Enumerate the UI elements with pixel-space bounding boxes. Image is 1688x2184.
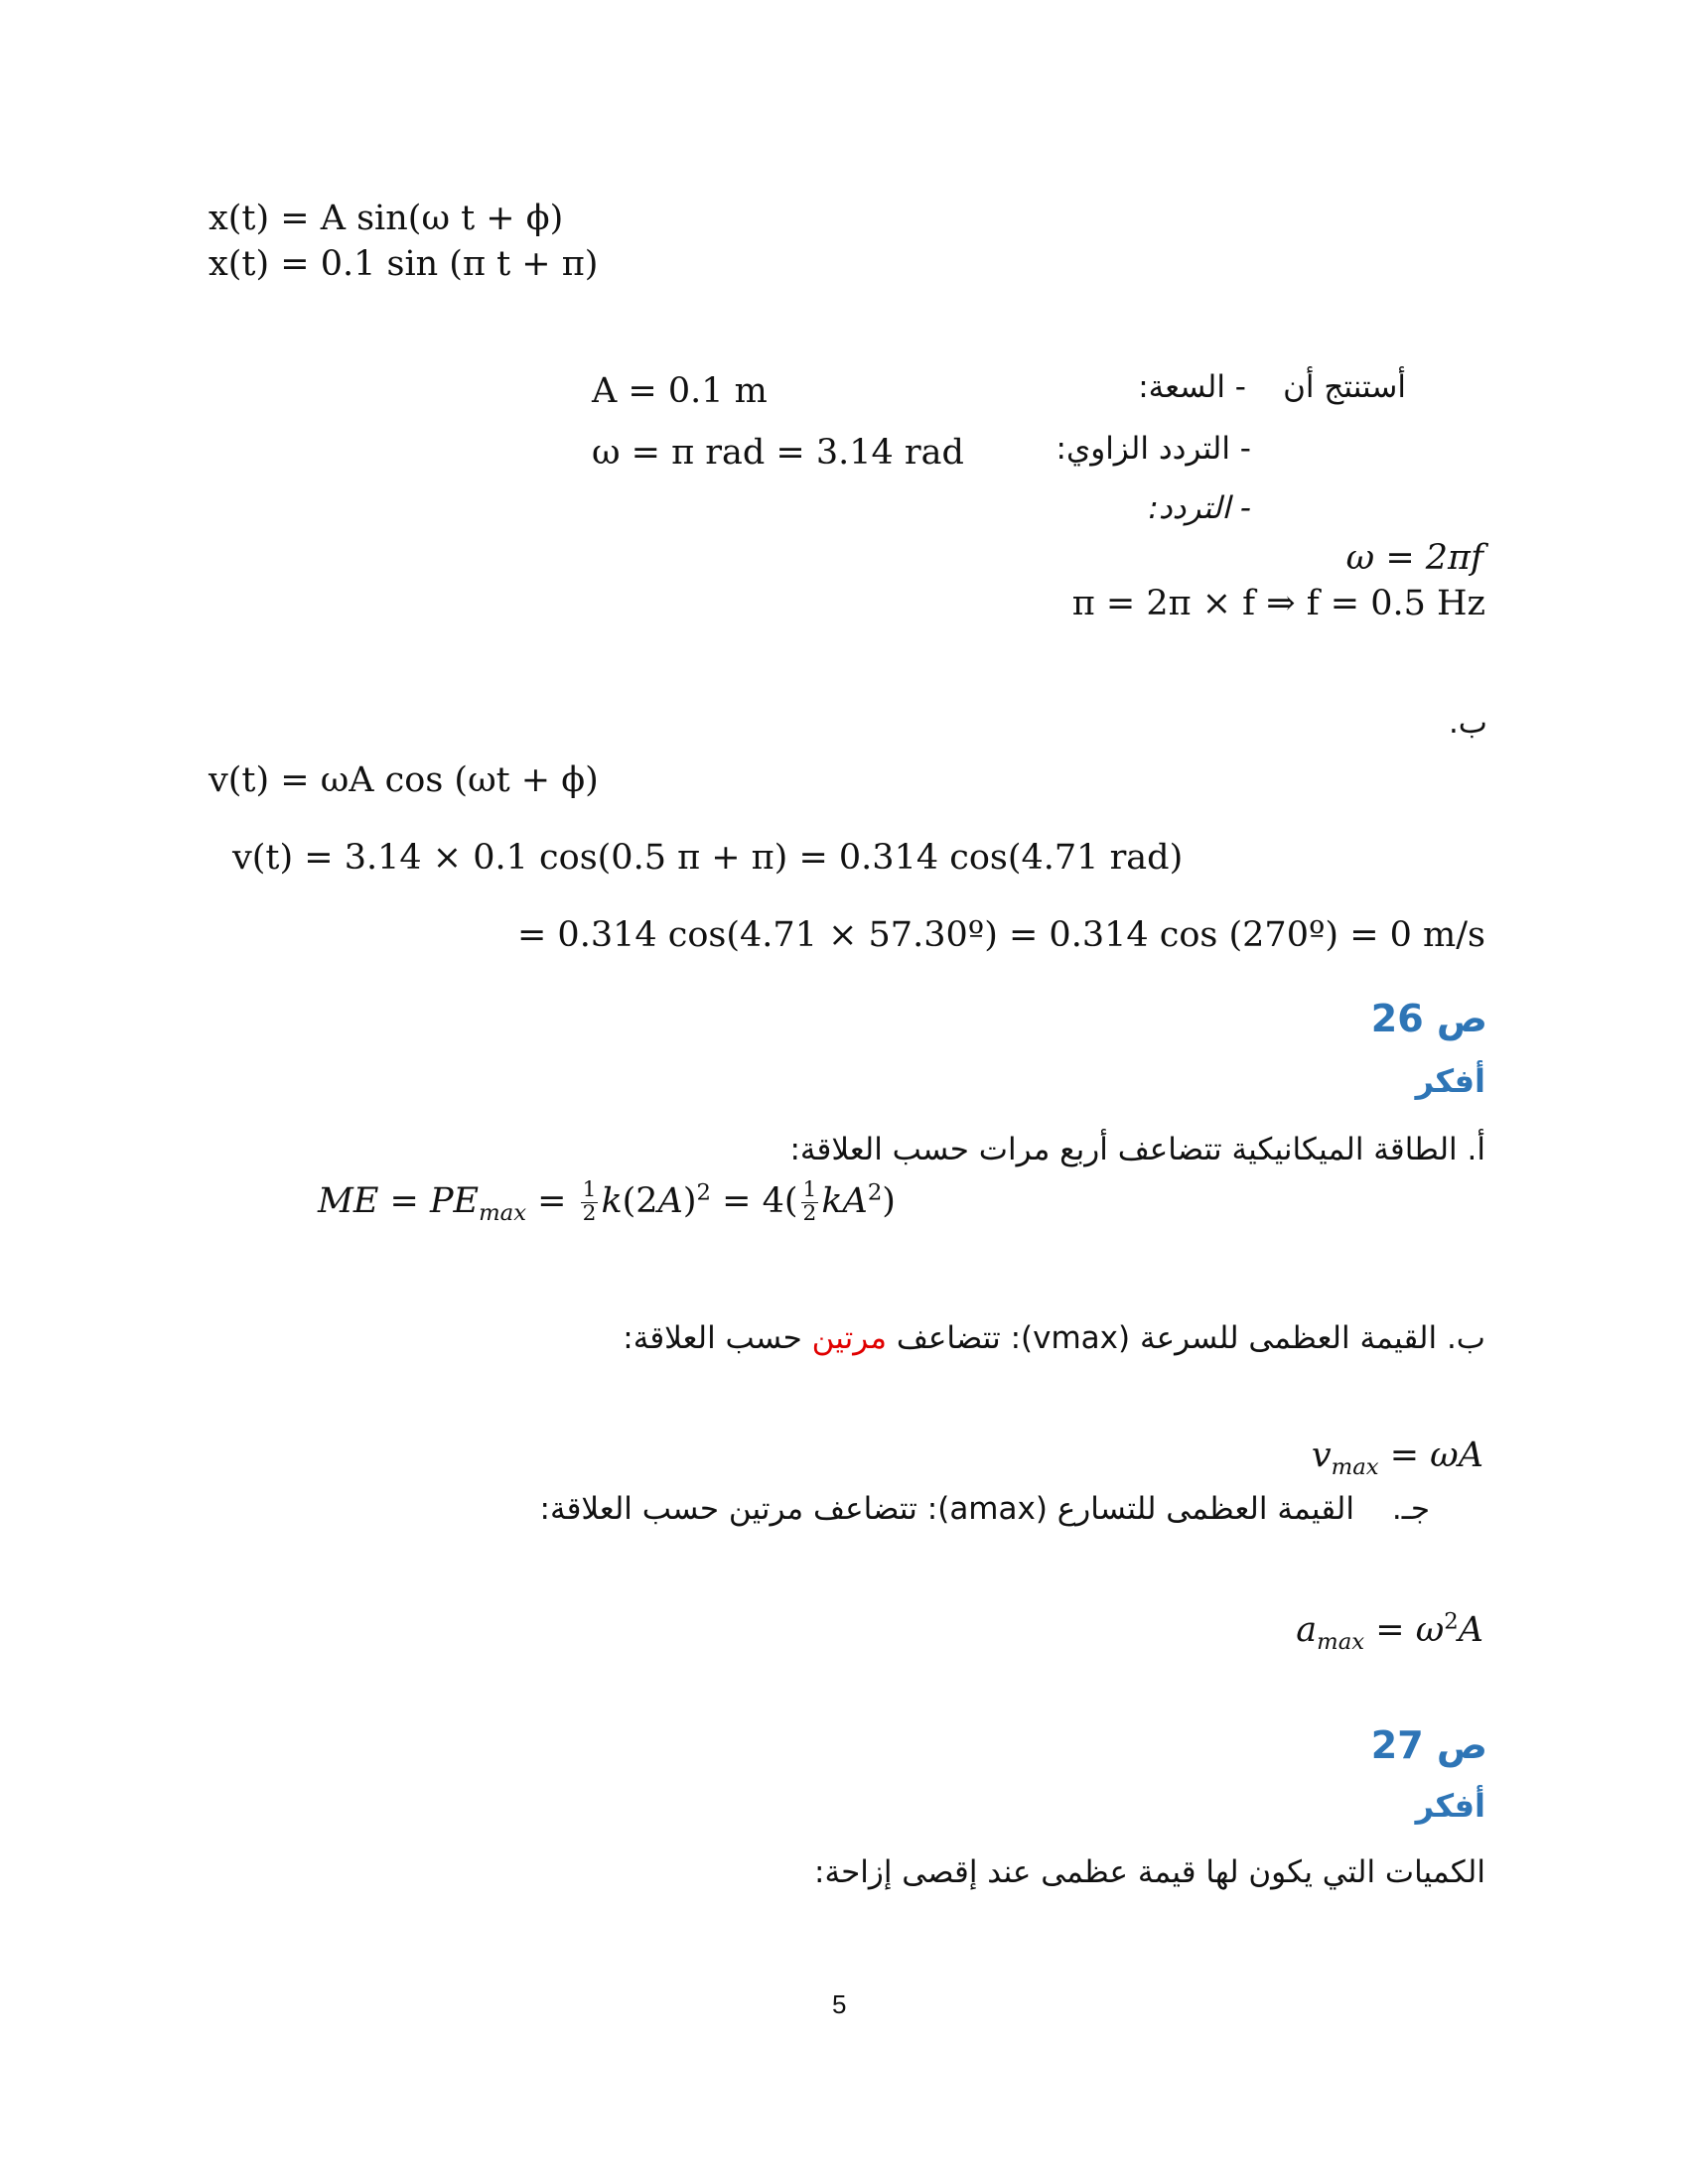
item-b-suffix: حسب العلاقة: [623,1320,802,1356]
angular-frequency-value: ω = π rad = 3.14 rad [592,433,964,473]
angular-frequency-label: - التردد الزاوي: [1055,431,1251,467]
frequency-result: π = 2π × f ⇒ f = 0.5 Hz [1071,584,1485,623]
think-heading-2: أفكر [1415,1787,1485,1825]
velocity-step2: = 0.314 cos(4.71 × 57.30º) = 0.314 cos (270º) = 0 m/s [516,915,1485,955]
fraction-half-1: $\frac{1}{2}$ [582,1177,597,1226]
item-b-prefix: ب. القيمة العظمى للسرعة (vmax): تتضاعف [896,1320,1485,1356]
page27-heading: ص 27 [1370,1723,1487,1767]
velocity-step1: v(t) = 3.14 × 0.1 cos(0.5 π + π) = 0.314 cos(4.71 rad) [232,838,1184,878]
vmax-equation [1312,1435,1483,1480]
vmax-equation-render: $v_{max} = \omega A$ [1311,1435,1483,1480]
frequency-label: - التردد: [1148,490,1251,526]
item-b-highlight: مرتين [811,1320,887,1356]
eq-x-specific-text: x(t) = 0.1 sin (π t + π) [209,244,599,284]
deduce-label: أستنتج أن [1283,369,1406,405]
velocity-general: v(t) = ωA cos (ωt + ϕ) [209,760,599,800]
part-b-marker: ب. [1448,705,1487,741]
amplitude-value: A = 0.1 m [592,371,768,411]
amax-equation-render: $a_{max} = \omega^2A$ [1296,1608,1483,1655]
item-c-marker: جـ. [1391,1491,1430,1527]
amax-equation [1296,1608,1483,1655]
think-heading-1: أفكر [1415,1062,1485,1100]
eq-x-specific [209,244,598,284]
me-equation-render: ME = $PE_{max}$ = $\frac{1}{2}$ $k(2A)^2 = 4$( $\frac{1}{2}$ $kA^2$) [318,1177,896,1226]
eq-x-general [209,199,563,238]
item-a-text: أ. الطاقة الميكانيكية تتضاعف أربع مرات حسب العلاقة: [789,1132,1485,1167]
quantities-text: الكميات التي يكون لها قيمة عظمى عند إقصى إزاحة: [814,1854,1485,1890]
fraction-half-2: $\frac{1}{2}$ [802,1177,817,1226]
item-c-text: القيمة العظمى للتسارع (amax): تتضاعف مرتين حسب العلاقة: [539,1491,1354,1527]
me-equation [318,1179,896,1226]
eq-x-general-text: x(t) = A sin(ω t + ϕ) [209,199,564,238]
page-number: 5 [832,1989,847,2019]
item-b-line [623,1320,1485,1356]
page26-heading: ص 26 [1370,997,1487,1040]
amplitude-label: - السعة: [1138,369,1246,405]
omega-relation: ω = 2πf [1345,538,1483,578]
